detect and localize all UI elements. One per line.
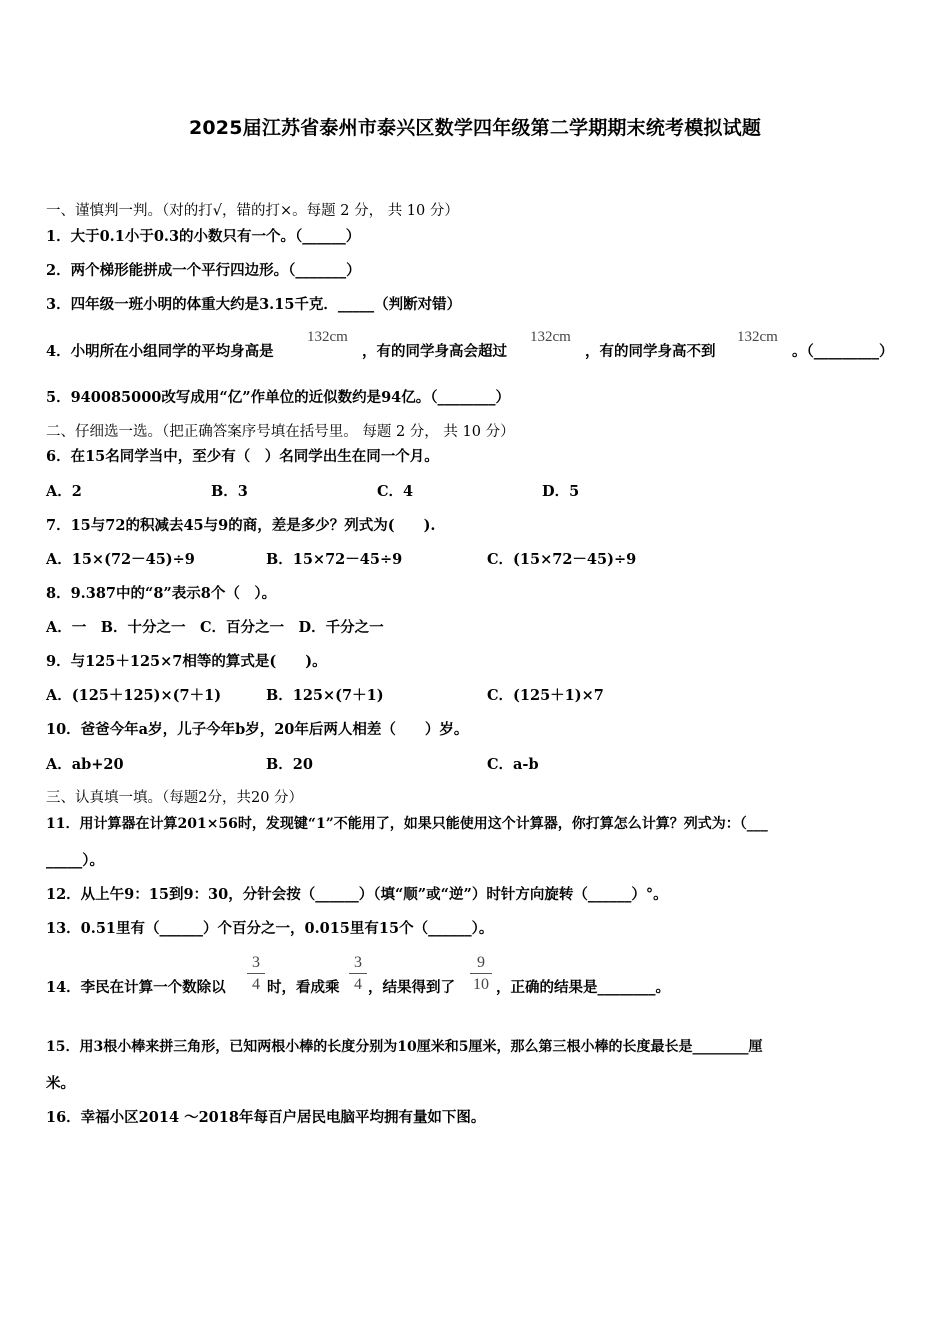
question-15-line-2: 米。 xyxy=(46,1075,75,1092)
q9-option-b: B．125×(7＋1) xyxy=(266,687,384,704)
q7-option-b: B．15×72－45÷9 xyxy=(266,551,403,568)
height-value-1: 132cm xyxy=(307,329,348,345)
question-14-part-d: ，正确的结果是________。 xyxy=(496,979,670,996)
q6-option-b: B．3 xyxy=(211,483,248,500)
q8-options: A．一 B．十分之一 C．百分之一 D．千分之一 xyxy=(46,619,384,636)
q9-option-c: C．(125＋1)×7 xyxy=(487,687,604,704)
question-14-part-c: ，结果得到了 xyxy=(368,979,455,996)
question-11-line-1: 11．用计算器在计算201×56时，发现键“1”不能用了，如果只能使用这个计算器，你打算怎么计算？列式为：（___ xyxy=(46,816,768,832)
q6-option-d: D．5 xyxy=(542,483,580,500)
fraction-numerator: 9 xyxy=(477,954,485,971)
page-title: 2025届江苏省泰州市泰兴区数学四年级第二学期期末统考模拟试题 xyxy=(188,117,762,139)
question-6: 6．在15名同学当中，至少有（ ）名同学出生在同一个月。 xyxy=(46,448,439,465)
fraction-denominator: 4 xyxy=(354,976,362,993)
height-value-3: 132cm xyxy=(737,329,778,345)
question-16: 16．幸福小区2014 ～2018年每百户居民电脑平均拥有量如下图。 xyxy=(46,1109,486,1126)
q6-option-a: A．2 xyxy=(46,483,82,500)
question-4-part-a: 4．小明所在小组同学的平均身高是 xyxy=(46,343,274,360)
fraction-numerator: 3 xyxy=(354,954,362,971)
question-5: 5．940085000改写成用“亿”作单位的近似数约是94亿。（________） xyxy=(46,389,510,406)
question-14-part-b: 时，看成乘 xyxy=(267,979,340,996)
question-1: 1．大于0.1小于0.3的小数只有一个。（______） xyxy=(46,228,361,245)
fraction-three-quarters-1 xyxy=(245,953,267,994)
q10-option-b: B．20 xyxy=(266,756,313,773)
fraction-three-quarters-2 xyxy=(347,953,369,994)
fraction-denominator: 4 xyxy=(252,976,260,993)
height-value-2: 132cm xyxy=(530,329,571,345)
q7-option-c: C．(15×72－45)÷9 xyxy=(487,551,637,568)
question-11-line-2: _____）。 xyxy=(46,852,104,869)
q6-option-c: C．4 xyxy=(377,483,414,500)
section-3-heading: 三、认真填一填。（每题2分，共20 分） xyxy=(46,790,304,806)
fraction-denominator: 10 xyxy=(473,976,489,993)
q10-option-a: A．ab+20 xyxy=(46,756,124,773)
q9-option-a: A．(125＋125)×(7＋1) xyxy=(46,687,222,704)
question-3: 3．四年级一班小明的体重大约是3.15千克．_____（判断对错） xyxy=(46,296,462,313)
question-10: 10．爸爸今年a岁，儿子今年b岁，20年后两人相差（ ）岁。 xyxy=(46,721,469,738)
question-13: 13．0.51里有（______）个百分之一，0.015里有15个（______）。 xyxy=(46,920,494,937)
question-15-line-1: 15．用3根小棒来拼三角形，已知两根小棒的长度分别为10厘米和5厘米，那么第三根小棒的长度最长是________厘 xyxy=(46,1039,763,1055)
question-4-part-c: ，有的同学身高不到 xyxy=(585,343,716,360)
question-4-part-b: ，有的同学身高会超过 xyxy=(362,343,507,360)
question-4-part-d: 。（_________） xyxy=(792,343,894,360)
q10-option-c: C．a-b xyxy=(487,756,539,773)
section-2-heading: 二、仔细选一选。（把正确答案序号填在括号里。 每题 2 分， 共 10 分） xyxy=(46,424,515,440)
question-2: 2．两个梯形能拼成一个平行四边形。（_______） xyxy=(46,262,361,279)
section-1-heading: 一、谨慎判一判。（对的打√，错的打×。每题 2 分， 共 10 分） xyxy=(46,203,459,219)
fraction-numerator: 3 xyxy=(252,954,260,971)
question-12: 12．从上午9：15到9：30，分针会按（______）（填“顺”或“逆”）时针方向旋转（______）°。 xyxy=(46,886,668,903)
question-8: 8．9.387中的“8”表示8个（ ）。 xyxy=(46,585,277,602)
question-14-part-a: 14．李民在计算一个数除以 xyxy=(46,979,226,996)
question-7: 7．15与72的积减去45与9的商，差是多少？列式为( ). xyxy=(46,517,436,534)
fraction-nine-tenths xyxy=(468,953,494,994)
question-9: 9．与125＋125×7相等的算式是( )。 xyxy=(46,653,327,670)
q7-option-a: A．15×(72－45)÷9 xyxy=(46,551,195,568)
